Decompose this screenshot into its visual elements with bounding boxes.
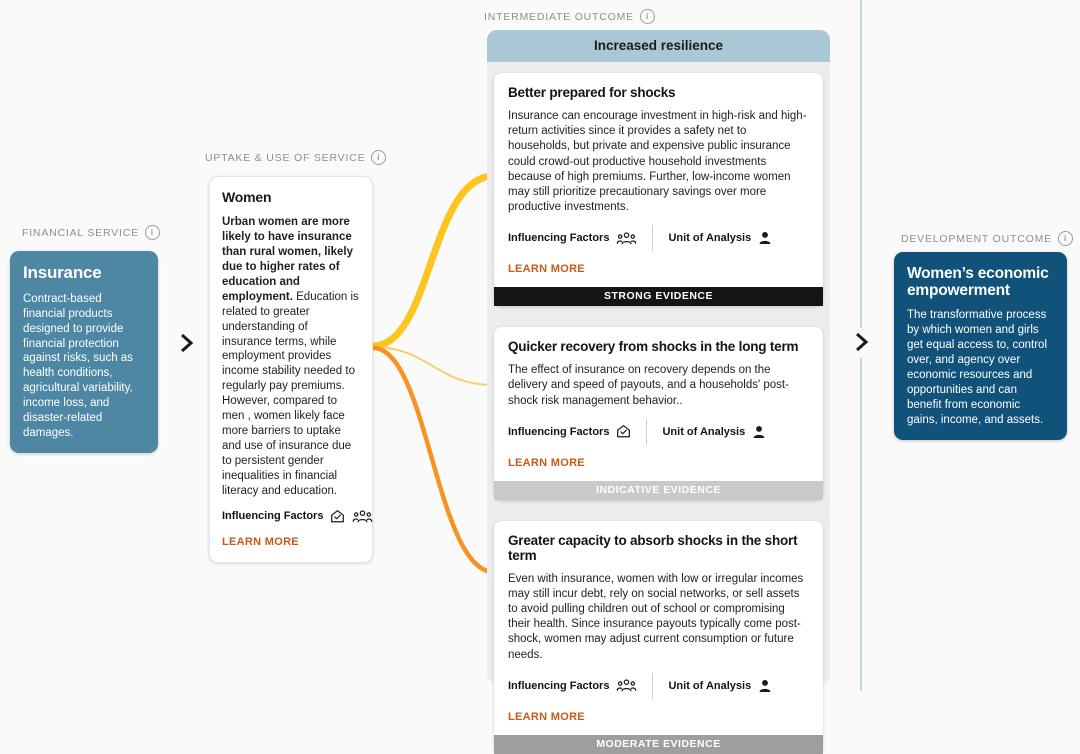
development-outcome-card (894, 252, 1067, 440)
person-icon[interactable] (752, 425, 766, 439)
chevron-right-icon (176, 331, 196, 355)
outcome-card-quicker-recovery (494, 327, 823, 500)
meta-divider (652, 225, 653, 251)
uptake-card-body-bold: Urban women are more likely to have insurance than rural women, likely due to higher rates of education and employment. (222, 216, 354, 303)
learn-more-link[interactable]: LEARN MORE (508, 710, 585, 723)
connector-indicative-evidence (374, 347, 494, 385)
unit-of-analysis-label: Unit of Analysis (668, 232, 752, 245)
outcome-card-greater-capacity (494, 521, 823, 754)
outcome-meta-row (508, 419, 809, 445)
development-outcome-card-body: The transformative process by which women and girls get equal access to, control over, and agency over economic resources and opportunities and can benefit from economic gains, income, and assets. (907, 309, 1047, 426)
groups-icon[interactable] (352, 509, 373, 524)
info-icon[interactable]: i (640, 9, 655, 24)
financial-service-card (10, 251, 158, 453)
financial-service-label-text: FINANCIAL SERVICE (22, 226, 139, 239)
learn-more-link[interactable]: LEARN MORE (222, 535, 299, 548)
learn-more-link[interactable]: LEARN MORE (508, 456, 585, 469)
person-icon[interactable] (758, 679, 772, 693)
meta-divider (646, 419, 647, 445)
groups-icon[interactable] (616, 231, 637, 246)
development-outcome-card-title: Women’s economic empowerment (907, 265, 1049, 300)
connector-strong-evidence (374, 176, 494, 346)
uptake-label-text: UPTAKE & USE OF SERVICE (205, 151, 366, 164)
outcome-card-body: Even with insurance, women with low or irregular incomes may still incur debt, rely on social networks, or sell assets to avoid pulling children out of school or compromising their health. Since insurance payouts typically come post-shock, women may adjust current consumption or future needs. (508, 572, 804, 661)
meta-divider (652, 673, 653, 699)
evidence-bar-indicative: INDICATIVE EVIDENCE (494, 481, 823, 500)
evidence-bar-moderate: MODERATE EVIDENCE (494, 735, 823, 754)
uptake-card-women (209, 176, 373, 563)
intermediate-outcome-panel (487, 30, 830, 750)
intermediate-outcome-label (484, 9, 655, 24)
connector-moderate-evidence (374, 348, 494, 572)
outcome-card-body: The effect of insurance on recovery depends on the delivery and speed of payouts, and a households' post-shock risk management behavior.. (508, 364, 789, 407)
outcome-card-body: Insurance can encourage investment in high-risk and high-return activities since it provides a safety net to households, but private and expensive public insurance could crowd-out productive household investments because of high premiums. Further, low-income women may still prioritize precautionary savings over more productive investments. (508, 110, 807, 214)
outcome-meta-row (508, 225, 809, 251)
uptake-card-body (222, 215, 360, 499)
learn-more-link[interactable]: LEARN MORE (508, 263, 585, 276)
info-icon[interactable]: i (145, 225, 160, 240)
intermediate-outcome-label-text: INTERMEDIATE OUTCOME (484, 10, 634, 23)
financial-service-label (22, 225, 160, 240)
influencing-factors-label: Influencing Factors (508, 425, 610, 438)
uptake-label (205, 150, 386, 165)
influencing-factors-label: Influencing Factors (222, 510, 324, 523)
outcome-card-better-prepared (494, 73, 823, 306)
uptake-meta-row (222, 509, 360, 524)
financial-service-card-body: Contract-based financial products designed to provide financial protection against risks, such as health conditions, agricultural variability, income loss, and disaster-related damages. (23, 292, 133, 440)
column-divider (860, 358, 862, 691)
home-check-icon[interactable] (616, 424, 631, 439)
unit-of-analysis-label: Unit of Analysis (668, 679, 752, 692)
info-icon[interactable]: i (1058, 231, 1073, 246)
influencing-factors-label: Influencing Factors (508, 232, 610, 245)
chevron-right-icon (851, 330, 871, 354)
unit-of-analysis-label: Unit of Analysis (662, 425, 746, 438)
evidence-bar-strong: STRONG EVIDENCE (494, 287, 823, 306)
influencing-factors-label: Influencing Factors (508, 679, 610, 692)
outcome-card-title: Better prepared for shocks (508, 85, 676, 100)
outcome-card-title: Quicker recovery from shocks in the long term (508, 339, 799, 355)
development-outcome-label-text: DEVELOPMENT OUTCOME (901, 232, 1052, 245)
uptake-card-title: Women (222, 189, 272, 205)
info-icon[interactable]: i (371, 150, 386, 165)
outcome-card-title: Greater capacity to absorb shocks in the short term (508, 532, 798, 563)
financial-service-card-title: Insurance (23, 263, 102, 282)
uptake-card-body-rest: Education is related to greater understanding of insurance terms, while employment provides income stability needed to regularly pay premiums. However, compared to men , women likely face more barriers to uptake and use of insurance due to persistent gender inequalities in financial literacy and education. (222, 290, 359, 497)
person-icon[interactable] (758, 231, 772, 245)
development-outcome-label (901, 231, 1073, 246)
column-divider (860, 0, 862, 328)
home-check-icon[interactable] (330, 509, 345, 524)
outcome-meta-row (508, 673, 809, 699)
intermediate-outcome-banner: Increased resilience (487, 30, 830, 62)
groups-icon[interactable] (616, 678, 637, 693)
